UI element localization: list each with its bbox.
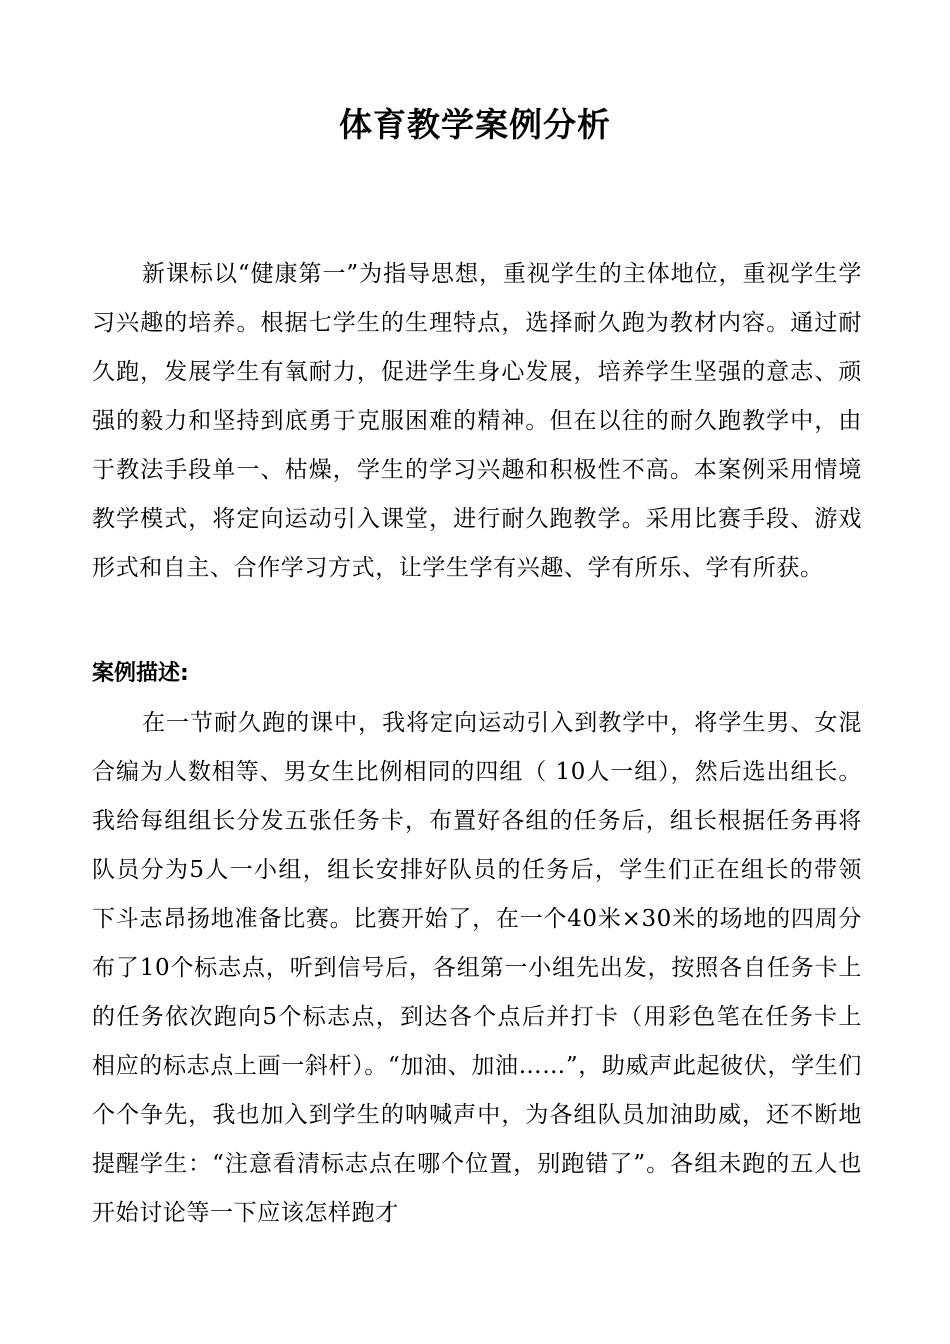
document-title: 体育教学案例分析 [339, 105, 611, 144]
intro-paragraph: 新课标以“健康第一”为指导思想，重视学生的主体地位，重视学生学习兴趣的培养。根据七学生的生理特点，选择耐久跑为教材内容。通过耐久跑，发展学生有氧耐力，促进学生身心发展，培养学生坚强的意志、顽强的毅力和坚持到底勇于克服困难的精神。但在以往的耐久跑教学中，由于教法手段单一、枯燥，学生的学习兴趣和积极性不高。本案例采用情境教学模式，将定向运动引入课堂，进行耐久跑教学。采用比赛手段、游戏形式和自主、合作学习方式，让学生学有兴趣、学有所乐、学有所获。 [92, 261, 862, 581]
case-description-paragraph: 在一节耐久跑的课中，我将定向运动引入到教学中，将学生男、女混合编为人数相等、男女生比例相同的四组（ 10人一组），然后选出组长。我给每组组长分发五张任务卡，布置好各组的任务后，组长根据任务再将队员分为5人一小组，组长安排好队员的任务后，学生们正在组长的带领下斗志昂扬地准备比赛。比赛开始了，在一个40米×30米的场地的四周分布了10个标志点，听到信号后，各组第一小组先出发，按照各自任务卡上的任务依次跑向5个标志点，到达各个点后并打卡（用彩色笔在任务卡上相应的标志点上画一斜杆）。“加油、加油……”，助威声此起彼伏，学生们个个争先，我也加入到学生的呐喊声中，为各组队员加油助威，还不断地提醒学生：“注意看清标志点在哪个位置，别跑错了”。各组未跑的五人也开始讨论等一下应该怎样跑才 [92, 710, 862, 1226]
section-heading: 案例描述: [92, 661, 189, 686]
